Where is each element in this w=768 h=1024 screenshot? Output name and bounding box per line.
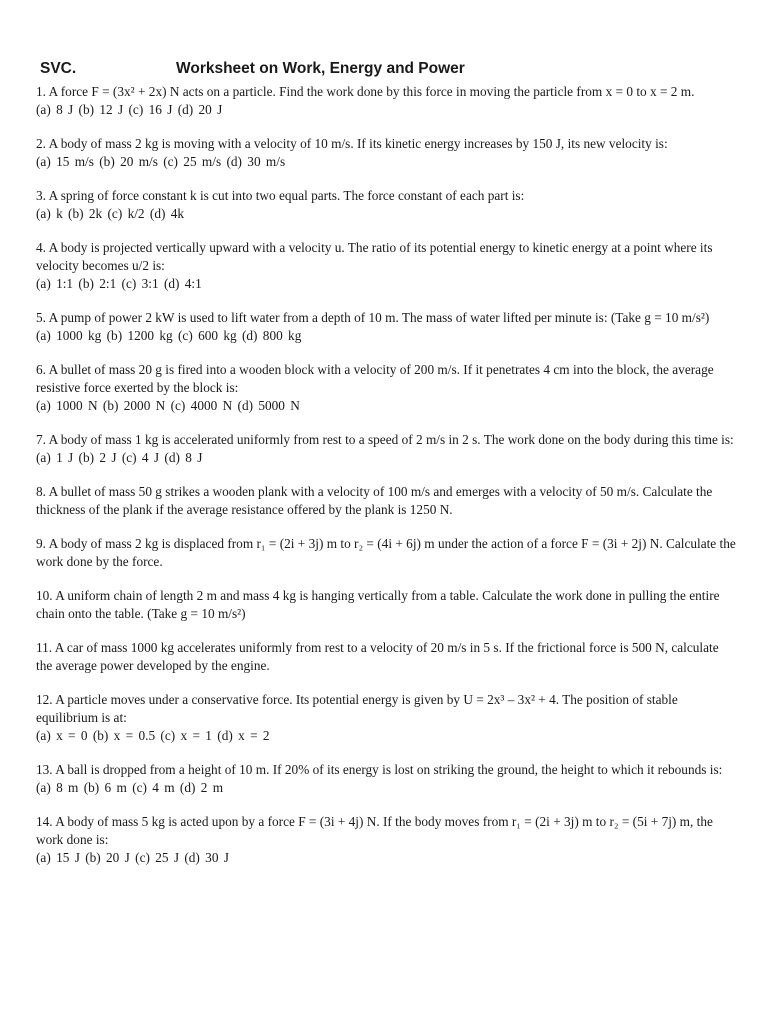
question-text: 12. A particle moves under a conservative force. Its potential energy is given by U = 2x³ – 3x² + 4. The position of stable equilibrium is at:	[36, 692, 678, 725]
question-14	[36, 813, 736, 867]
question-9	[36, 535, 736, 571]
question-text: 4. A body is projected vertically upward with a velocity u. The ratio of its potential energy to kinetic energy at a point where its velocity becomes u/2 is:	[36, 240, 713, 273]
question-options: (a) k (b) 2k (c) k/2 (d) 4k	[36, 206, 185, 221]
question-options: (a) 15 J (b) 20 J (c) 25 J (d) 30 J	[36, 850, 229, 865]
question-text: 2. A body of mass 2 kg is moving with a velocity of 10 m/s. If its kinetic energy increases by 150 J, its new velocity is:	[36, 136, 668, 151]
question-text: 9. A body of mass 2 kg is displaced from r₁ = (2i + 3j) m to r₂ = (4i + 6j) m under the action of a force F = (3i + 2j) N. Calculate the work done by the force.	[36, 536, 736, 569]
question-options: (a) 1:1 (b) 2:1 (c) 3:1 (d) 4:1	[36, 276, 202, 291]
question-text: 7. A body of mass 1 kg is accelerated uniformly from rest to a speed of 2 m/s in 2 s. The work done on the body during this time is:	[36, 432, 734, 447]
question-text: 11. A car of mass 1000 kg accelerates uniformly from rest to a velocity of 20 m/s in 5 s. If the frictional force is 500 N, calculate the average power developed by the engine.	[36, 640, 719, 673]
question-3	[36, 187, 736, 223]
question-options: (a) x = 0 (b) x = 0.5 (c) x = 1 (d) x = 2	[36, 728, 270, 743]
question-text: 13. A ball is dropped from a height of 10 m. If 20% of its energy is lost on striking the ground, the height to which it rebounds is:	[36, 762, 723, 777]
question-2	[36, 135, 736, 171]
question-text: 10. A uniform chain of length 2 m and mass 4 kg is hanging vertically from a table. Calculate the work done in pulling the entire chain onto the table. (Take g = 10 m/s²)	[36, 588, 720, 621]
question-text: 8. A bullet of mass 50 g strikes a wooden plank with a velocity of 100 m/s and emerges with a velocity of 50 m/s. Calculate the thickness of the plank if the average resistance offered by the plank is 1250 N.	[36, 484, 713, 517]
worksheet-page	[36, 58, 736, 883]
question-options: (a) 1 J (b) 2 J (c) 4 J (d) 8 J	[36, 450, 203, 465]
question-12	[36, 691, 736, 745]
question-4	[36, 239, 736, 293]
question-10	[36, 587, 736, 623]
question-text: 14. A body of mass 5 kg is acted upon by a force F = (3i + 4j) N. If the body moves from r₁ = (2i + 3j) m to r₂ = (5i + 7j) m, the work done is:	[36, 814, 713, 847]
question-13	[36, 761, 736, 797]
question-text: 1. A force F = (3x² + 2x) N acts on a particle. Find the work done by this force in moving the particle from x = 0 to x = 2 m.	[36, 84, 695, 99]
question-8	[36, 483, 736, 519]
question-5	[36, 309, 736, 345]
question-text: 3. A spring of force constant k is cut into two equal parts. The force constant of each part is:	[36, 188, 525, 203]
worksheet-title: Worksheet on Work, Energy and Power	[176, 60, 465, 77]
question-6	[36, 361, 736, 415]
question-text: 6. A bullet of mass 20 g is fired into a wooden block with a velocity of 200 m/s. If it penetrates 4 cm into the block, the average resistive force exerted by the block is:	[36, 362, 714, 395]
question-options: (a) 1000 kg (b) 1200 kg (c) 600 kg (d) 800 kg	[36, 328, 302, 343]
question-7	[36, 431, 736, 467]
question-options: (a) 8 J (b) 12 J (c) 16 J (d) 20 J	[36, 102, 223, 117]
question-options: (a) 8 m (b) 6 m (c) 4 m (d) 2 m	[36, 780, 224, 795]
question-11	[36, 639, 736, 675]
question-text: 5. A pump of power 2 kW is used to lift water from a depth of 10 m. The mass of water lifted per minute is: (Take g = 10 m/s²)	[36, 310, 710, 325]
question-list	[36, 83, 736, 867]
school-name: SVC.	[40, 60, 77, 77]
question-options: (a) 15 m/s (b) 20 m/s (c) 25 m/s (d) 30 m/s	[36, 154, 286, 169]
question-1	[36, 83, 736, 119]
question-options: (a) 1000 N (b) 2000 N (c) 4000 N (d) 5000 N	[36, 398, 300, 413]
worksheet-header	[36, 58, 736, 82]
